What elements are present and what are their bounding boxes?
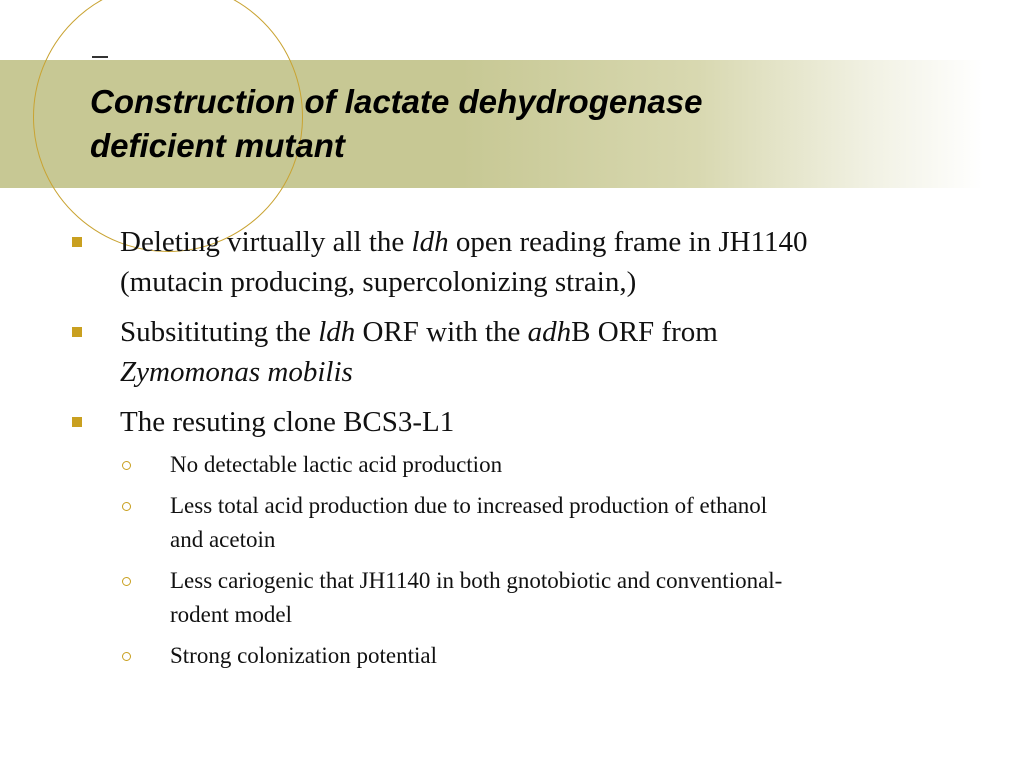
- bullet-2-line-2: Zymomonas mobilis: [120, 356, 353, 388]
- ring-bullet-icon: [122, 502, 131, 511]
- ring-bullet-icon: [122, 652, 131, 661]
- square-bullet-icon: [72, 327, 82, 337]
- sub-bullet-2-line-1: Less total acid production due to increased production of ethanol: [170, 493, 768, 518]
- sub-bullet-3-line-1: Less cariogenic that JH1140 in both gnotobiotic and conventional-: [170, 568, 783, 593]
- slide-title-line-2: deficient mutant: [90, 127, 345, 164]
- slide-title-line-1: Construction of lactate dehydrogenase: [90, 83, 703, 120]
- bullet-1-line-1: Deleting virtually all the ldh open reading frame in JH1140: [120, 226, 808, 258]
- sub-bullet-2-line-2: and acetoin: [170, 527, 276, 552]
- sub-bullet-3-line-2: rodent model: [170, 602, 292, 627]
- ring-bullet-icon: [122, 577, 131, 586]
- bullet-3-line-1: The resuting clone BCS3-L1: [120, 406, 455, 438]
- square-bullet-icon: [72, 237, 82, 247]
- slide-title: [90, 80, 970, 168]
- ring-bullet-icon: [122, 461, 131, 470]
- sub-bullet-4: Strong colonization potential: [170, 643, 438, 668]
- sub-bullet-1: No detectable lactic acid production: [170, 452, 503, 477]
- bullet-2-line-1: Subsitituting the ldh ORF with the adhB ORF from: [120, 316, 718, 348]
- bullet-1-line-2: (mutacin producing, supercolonizing strain,): [120, 266, 637, 298]
- decorative-dash: [92, 56, 108, 58]
- square-bullet-icon: [72, 417, 82, 427]
